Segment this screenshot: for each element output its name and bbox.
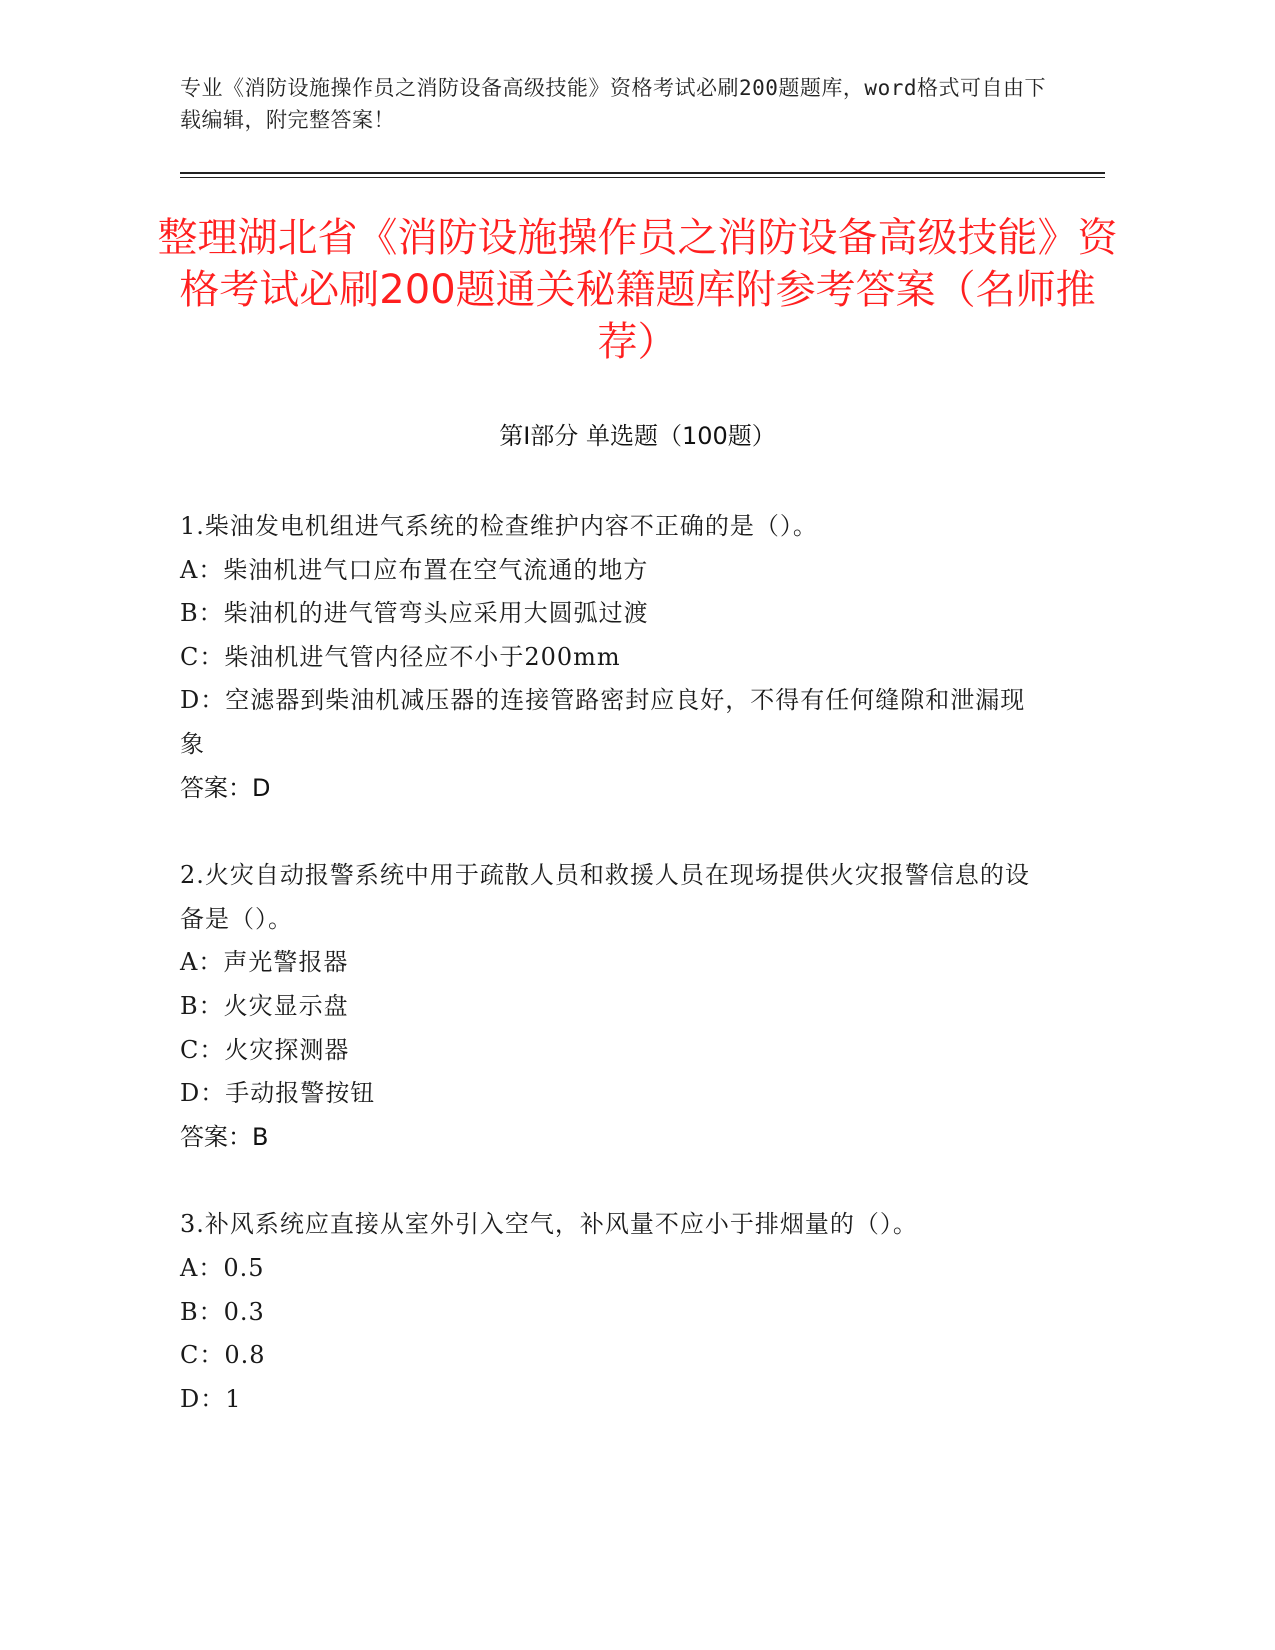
option-b: B：柴油机的进气管弯头应采用大圆弧过渡 — [180, 599, 649, 628]
document-title: 整理湖北省《消防设施操作员之消防设备高级技能》资格考试必刷200题通关秘籍题库附参考答案（名师推荐） — [157, 215, 1118, 365]
header-rule-thick — [180, 172, 1105, 174]
option-c: C：柴油机进气管内径应不小于200mm — [180, 642, 621, 671]
answer-text: 答案：B — [180, 1122, 269, 1151]
answer-text: 答案：D — [180, 773, 271, 802]
section-heading: 第Ⅰ部分 单选题（100题） — [499, 422, 776, 450]
option-b: B：火灾显示盘 — [180, 991, 349, 1020]
question-stem: 2.火灾自动报警系统中用于疏散人员和救援人员在现场提供火灾报警信息的设备是（）。 — [180, 861, 1030, 933]
question-1 — [180, 505, 1040, 810]
question-stem: 1.柴油发电机组进气系统的检查维护内容不正确的是（）。 — [180, 512, 818, 540]
option-d: D：1 — [180, 1384, 242, 1413]
option-a: A：声光警报器 — [180, 948, 349, 977]
question-stem: 3.补风系统应直接从室外引入空气，补风量不应小于排烟量的（）。 — [180, 1210, 918, 1239]
question-2 — [180, 854, 1040, 1159]
option-c: C：火灾探测器 — [180, 1035, 350, 1064]
header-rule-thin — [180, 177, 1105, 178]
question-3 — [180, 1203, 1040, 1421]
question-list — [180, 505, 1040, 1465]
header-note: 专业《消防设施操作员之消防设备高级技能》资格考试必刷200题题库，word格式可自由下载编辑，附完整答案！ — [180, 76, 1046, 132]
option-d: D：手动报警按钮 — [180, 1079, 376, 1108]
option-a: A：柴油机进气口应布置在空气流通的地方 — [180, 555, 649, 584]
option-d: D：空滤器到柴油机减压器的连接管路密封应良好，不得有任何缝隙和泄漏现象 — [180, 686, 1026, 758]
option-a: A：0.5 — [180, 1253, 265, 1282]
option-c: C：0.8 — [180, 1341, 266, 1370]
option-b: B：0.3 — [180, 1297, 265, 1326]
